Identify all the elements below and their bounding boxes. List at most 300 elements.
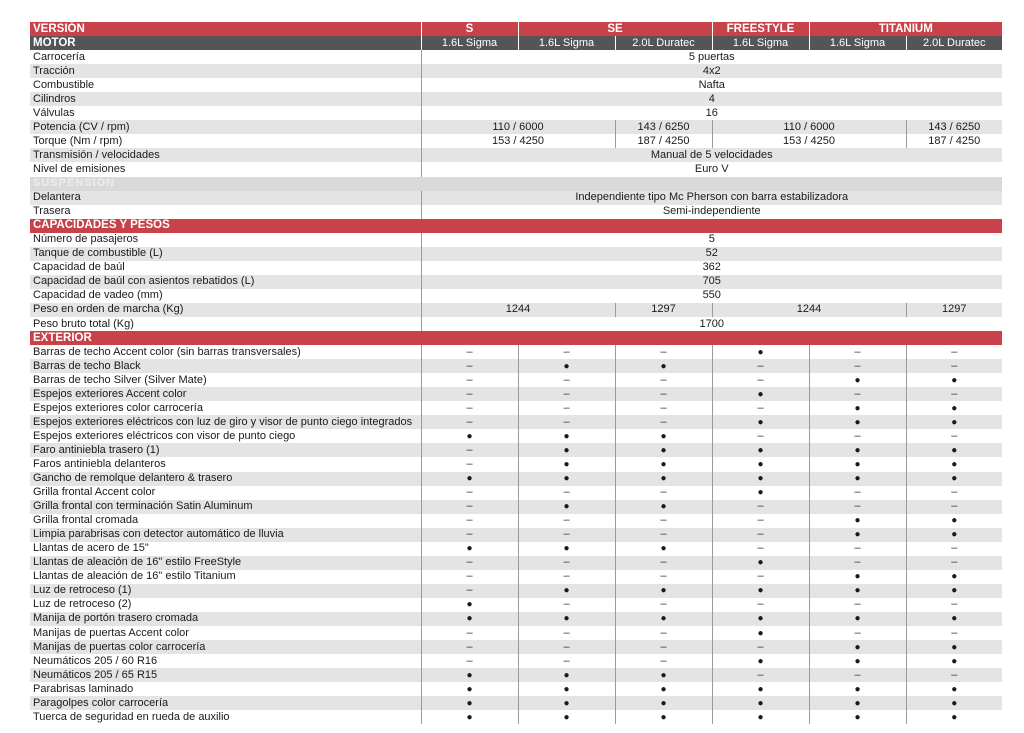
- spec-label: Luz de retroceso (1): [30, 584, 421, 598]
- feature-included-mark: ●: [809, 570, 906, 584]
- spec-value: 153 / 4250: [421, 134, 615, 148]
- feature-included-mark: ●: [518, 542, 615, 556]
- spec-row-nivel-de-emisiones: [30, 162, 1002, 176]
- group-header-freestyle: FREESTYLE: [712, 22, 809, 36]
- feature-not-included-mark: –: [809, 345, 906, 359]
- spec-label: Espejos exteriores eléctricos con luz de giro y visor de punto ciego integrados: [30, 415, 421, 429]
- feature-not-included-mark: –: [615, 598, 712, 612]
- engine-header: 1.6L Sigma: [421, 36, 518, 50]
- feature-not-included-mark: –: [421, 528, 518, 542]
- feature-included-mark: ●: [615, 668, 712, 682]
- spec-row-llantas-de-aleacion-de-16-estilo-freestyle: [30, 556, 1002, 570]
- feature-included-mark: ●: [712, 626, 809, 640]
- spec-label: Capacidad de vadeo (mm): [30, 289, 421, 303]
- feature-not-included-mark: –: [518, 415, 615, 429]
- feature-included-mark: ●: [518, 612, 615, 626]
- feature-not-included-mark: –: [712, 514, 809, 528]
- spec-label: Barras de techo Accent color (sin barras transversales): [30, 345, 421, 359]
- spec-row-capacidad-de-baul-con-asientos-rebatidos-l: [30, 275, 1002, 289]
- feature-not-included-mark: –: [906, 345, 1002, 359]
- spec-value: Independiente tipo Mc Pherson con barra estabilizadora: [421, 191, 1002, 205]
- spec-row-cilindros: [30, 92, 1002, 106]
- spec-label: Nivel de emisiones: [30, 162, 421, 176]
- spec-label: Manija de portón trasero cromada: [30, 612, 421, 626]
- feature-included-mark: ●: [518, 429, 615, 443]
- feature-included-mark: ●: [518, 457, 615, 471]
- feature-included-mark: ●: [906, 682, 1002, 696]
- feature-not-included-mark: –: [421, 415, 518, 429]
- spec-label: Transmisión / velocidades: [30, 148, 421, 162]
- feature-not-included-mark: –: [518, 556, 615, 570]
- feature-included-mark: ●: [712, 696, 809, 710]
- feature-included-mark: ●: [421, 612, 518, 626]
- feature-not-included-mark: –: [421, 584, 518, 598]
- spec-label: Grilla frontal con terminación Satin Aluminum: [30, 500, 421, 514]
- feature-not-included-mark: –: [615, 345, 712, 359]
- spec-label: Llantas de aleación de 16" estilo FreeStyle: [30, 556, 421, 570]
- feature-included-mark: ●: [712, 472, 809, 486]
- spec-row-neumaticos-205-65-r15: [30, 668, 1002, 682]
- feature-not-included-mark: –: [421, 556, 518, 570]
- spec-row-faros-antiniebla-delanteros: [30, 457, 1002, 471]
- spec-row-barras-de-techo-black: [30, 359, 1002, 373]
- spec-value: 110 / 6000: [712, 120, 906, 134]
- feature-not-included-mark: –: [518, 626, 615, 640]
- spec-row-llantas-de-acero-de-15: [30, 542, 1002, 556]
- feature-not-included-mark: –: [421, 443, 518, 457]
- feature-not-included-mark: –: [712, 401, 809, 415]
- spec-label: Torque (Nm / rpm): [30, 134, 421, 148]
- spec-value: 1700: [421, 317, 1002, 331]
- spec-label: Parabrisas laminado: [30, 682, 421, 696]
- feature-included-mark: ●: [615, 443, 712, 457]
- feature-not-included-mark: –: [615, 415, 712, 429]
- feature-included-mark: ●: [906, 443, 1002, 457]
- spec-value: Nafta: [421, 78, 1002, 92]
- feature-included-mark: ●: [809, 612, 906, 626]
- feature-not-included-mark: –: [421, 640, 518, 654]
- spec-row-capacidad-de-vadeo-mm: [30, 289, 1002, 303]
- feature-not-included-mark: –: [615, 640, 712, 654]
- spec-label: Tuerca de seguridad en rueda de auxilio: [30, 710, 421, 724]
- feature-included-mark: ●: [809, 528, 906, 542]
- spec-value: 143 / 6250: [615, 120, 712, 134]
- feature-not-included-mark: –: [421, 401, 518, 415]
- feature-not-included-mark: –: [518, 654, 615, 668]
- feature-not-included-mark: –: [421, 359, 518, 373]
- spec-label: Espejos exteriores eléctricos con visor de punto ciego: [30, 429, 421, 443]
- feature-included-mark: ●: [906, 570, 1002, 584]
- feature-included-mark: ●: [712, 612, 809, 626]
- feature-not-included-mark: –: [712, 668, 809, 682]
- feature-not-included-mark: –: [615, 387, 712, 401]
- spec-value: 5: [421, 233, 1002, 247]
- group-header-s: S: [421, 22, 518, 36]
- feature-included-mark: ●: [809, 472, 906, 486]
- feature-not-included-mark: –: [615, 486, 712, 500]
- feature-included-mark: ●: [906, 612, 1002, 626]
- feature-included-mark: ●: [906, 415, 1002, 429]
- spec-label: Gancho de remolque delantero & trasero: [30, 472, 421, 486]
- spec-row-carroceria: [30, 50, 1002, 64]
- section-title: EXTERIOR: [30, 331, 1002, 345]
- feature-not-included-mark: –: [615, 556, 712, 570]
- spec-row-paragolpes-color-carroceria: [30, 696, 1002, 710]
- feature-not-included-mark: –: [906, 500, 1002, 514]
- spec-label: Peso bruto total (Kg): [30, 317, 421, 331]
- feature-included-mark: ●: [518, 668, 615, 682]
- feature-not-included-mark: –: [518, 640, 615, 654]
- feature-included-mark: ●: [809, 373, 906, 387]
- spec-label: Barras de techo Black: [30, 359, 421, 373]
- spec-label: Limpia parabrisas con detector automático de lluvia: [30, 528, 421, 542]
- feature-not-included-mark: –: [906, 556, 1002, 570]
- feature-included-mark: ●: [518, 710, 615, 724]
- feature-included-mark: ●: [809, 457, 906, 471]
- feature-not-included-mark: –: [518, 528, 615, 542]
- feature-included-mark: ●: [615, 359, 712, 373]
- version-header-row: [30, 22, 1002, 36]
- spec-label: Válvulas: [30, 106, 421, 120]
- feature-not-included-mark: –: [518, 373, 615, 387]
- feature-not-included-mark: –: [421, 570, 518, 584]
- feature-included-mark: ●: [712, 682, 809, 696]
- spec-label: Cilindros: [30, 92, 421, 106]
- spec-value: 362: [421, 261, 1002, 275]
- feature-not-included-mark: –: [712, 570, 809, 584]
- spec-row-numero-de-pasajeros: [30, 233, 1002, 247]
- feature-not-included-mark: –: [712, 373, 809, 387]
- spec-row-delantera: [30, 191, 1002, 205]
- spec-row-luz-de-retroceso-1: [30, 584, 1002, 598]
- spec-value: 187 / 4250: [906, 134, 1002, 148]
- spec-label: Delantera: [30, 191, 421, 205]
- section-header-exterior: [30, 331, 1002, 345]
- spec-row-valvulas: [30, 106, 1002, 120]
- spec-label: Número de pasajeros: [30, 233, 421, 247]
- feature-included-mark: ●: [906, 528, 1002, 542]
- spec-row-neumaticos-205-60-r16: [30, 654, 1002, 668]
- feature-not-included-mark: –: [518, 598, 615, 612]
- spec-label: Barras de techo Silver (Silver Mate): [30, 373, 421, 387]
- feature-included-mark: ●: [421, 429, 518, 443]
- spec-label: Espejos exteriores color carrocería: [30, 401, 421, 415]
- engine-header: 1.6L Sigma: [712, 36, 809, 50]
- feature-not-included-mark: –: [712, 359, 809, 373]
- motor-header-row: [30, 36, 1002, 50]
- feature-included-mark: ●: [809, 584, 906, 598]
- feature-included-mark: ●: [712, 556, 809, 570]
- feature-included-mark: ●: [712, 443, 809, 457]
- section-header-capacidades: [30, 219, 1002, 233]
- feature-included-mark: ●: [518, 472, 615, 486]
- feature-not-included-mark: –: [421, 373, 518, 387]
- spec-row-combustible: [30, 78, 1002, 92]
- engine-header: 2.0L Duratec: [615, 36, 712, 50]
- feature-not-included-mark: –: [518, 345, 615, 359]
- spec-label: Tracción: [30, 64, 421, 78]
- spec-row-tuerca-de-seguridad-en-rueda-de-auxilio: [30, 710, 1002, 724]
- feature-not-included-mark: –: [809, 429, 906, 443]
- feature-not-included-mark: –: [906, 598, 1002, 612]
- engine-header: 2.0L Duratec: [906, 36, 1002, 50]
- spec-row-manijas-de-puertas-color-carroceria: [30, 640, 1002, 654]
- feature-included-mark: ●: [712, 584, 809, 598]
- version-label: VERSIÓN: [30, 22, 421, 36]
- spec-row-trasera: [30, 205, 1002, 219]
- spec-row-potencia-cv-rpm: [30, 120, 1002, 134]
- spec-value: 52: [421, 247, 1002, 261]
- feature-not-included-mark: –: [906, 429, 1002, 443]
- spec-value: Semi-independiente: [421, 205, 1002, 219]
- spec-label: Faro antiniebla trasero (1): [30, 443, 421, 457]
- feature-included-mark: ●: [615, 682, 712, 696]
- feature-included-mark: ●: [712, 486, 809, 500]
- feature-not-included-mark: –: [809, 359, 906, 373]
- engine-header: 1.6L Sigma: [809, 36, 906, 50]
- spec-value: 550: [421, 289, 1002, 303]
- feature-included-mark: ●: [421, 696, 518, 710]
- feature-not-included-mark: –: [421, 514, 518, 528]
- spec-row-barras-de-techo-accent-color-sin-barras-transversales: [30, 345, 1002, 359]
- spec-label: Grilla frontal Accent color: [30, 486, 421, 500]
- spec-value: 1297: [615, 303, 712, 317]
- feature-not-included-mark: –: [615, 654, 712, 668]
- spec-label: Neumáticos 205 / 60 R16: [30, 654, 421, 668]
- spec-label: Paragolpes color carrocería: [30, 696, 421, 710]
- feature-not-included-mark: –: [809, 556, 906, 570]
- spec-value: 5 puertas: [421, 50, 1002, 64]
- feature-not-included-mark: –: [712, 598, 809, 612]
- spec-value: 153 / 4250: [712, 134, 906, 148]
- feature-included-mark: ●: [518, 443, 615, 457]
- feature-included-mark: ●: [421, 472, 518, 486]
- feature-not-included-mark: –: [809, 542, 906, 556]
- group-header-titanium: TITANIUM: [809, 22, 1002, 36]
- feature-included-mark: ●: [421, 542, 518, 556]
- spec-label: Potencia (CV / rpm): [30, 120, 421, 134]
- feature-included-mark: ●: [906, 514, 1002, 528]
- spec-value: Manual de 5 velocidades: [421, 148, 1002, 162]
- feature-not-included-mark: –: [518, 514, 615, 528]
- spec-row-faro-antiniebla-trasero-1: [30, 443, 1002, 457]
- feature-included-mark: ●: [809, 710, 906, 724]
- feature-included-mark: ●: [809, 415, 906, 429]
- feature-included-mark: ●: [421, 598, 518, 612]
- spec-row-llantas-de-aleacion-de-16-estilo-titanium: [30, 570, 1002, 584]
- feature-included-mark: ●: [906, 696, 1002, 710]
- spec-label: Peso en orden de marcha (Kg): [30, 303, 421, 317]
- spec-row-espejos-exteriores-color-carroceria: [30, 401, 1002, 415]
- spec-row-parabrisas-laminado: [30, 682, 1002, 696]
- spec-row-espejos-exteriores-electricos-con-luz-de-giro-y-visor-de-punto-ciego-integrados: [30, 415, 1002, 429]
- spec-value: Euro V: [421, 162, 1002, 176]
- feature-not-included-mark: –: [518, 486, 615, 500]
- spec-value: 1244: [421, 303, 615, 317]
- feature-included-mark: ●: [615, 710, 712, 724]
- feature-not-included-mark: –: [421, 457, 518, 471]
- feature-not-included-mark: –: [809, 486, 906, 500]
- feature-included-mark: ●: [906, 457, 1002, 471]
- feature-not-included-mark: –: [906, 668, 1002, 682]
- feature-not-included-mark: –: [615, 373, 712, 387]
- feature-included-mark: ●: [615, 612, 712, 626]
- spec-label: Manijas de puertas color carrocería: [30, 640, 421, 654]
- feature-not-included-mark: –: [809, 500, 906, 514]
- feature-included-mark: ●: [809, 443, 906, 457]
- spec-row-torque-nm-rpm: [30, 134, 1002, 148]
- spec-label: Faros antiniebla delanteros: [30, 457, 421, 471]
- spec-value: 143 / 6250: [906, 120, 1002, 134]
- feature-not-included-mark: –: [712, 429, 809, 443]
- spec-value: 16: [421, 106, 1002, 120]
- spec-value: 1244: [712, 303, 906, 317]
- spec-value: 705: [421, 275, 1002, 289]
- engine-header: 1.6L Sigma: [518, 36, 615, 50]
- feature-included-mark: ●: [712, 710, 809, 724]
- feature-not-included-mark: –: [712, 542, 809, 556]
- feature-not-included-mark: –: [421, 654, 518, 668]
- feature-included-mark: ●: [615, 542, 712, 556]
- group-header-se: SE: [518, 22, 712, 36]
- feature-not-included-mark: –: [615, 528, 712, 542]
- feature-included-mark: ●: [712, 457, 809, 471]
- spec-row-grilla-frontal-accent-color: [30, 486, 1002, 500]
- feature-not-included-mark: –: [518, 387, 615, 401]
- feature-included-mark: ●: [809, 682, 906, 696]
- spec-row-grilla-frontal-con-terminacion-satin-aluminum: [30, 500, 1002, 514]
- feature-included-mark: ●: [615, 472, 712, 486]
- spec-row-luz-de-retroceso-2: [30, 598, 1002, 612]
- spec-label: Espejos exteriores Accent color: [30, 387, 421, 401]
- feature-not-included-mark: –: [615, 401, 712, 415]
- feature-not-included-mark: –: [421, 345, 518, 359]
- feature-included-mark: ●: [615, 429, 712, 443]
- spec-label: Capacidad de baúl con asientos rebatidos (L): [30, 275, 421, 289]
- feature-not-included-mark: –: [615, 514, 712, 528]
- spec-label: Llantas de acero de 15": [30, 542, 421, 556]
- feature-not-included-mark: –: [421, 626, 518, 640]
- feature-not-included-mark: –: [518, 570, 615, 584]
- spec-label: Capacidad de baúl: [30, 261, 421, 275]
- spec-row-barras-de-techo-silver-silver-mate: [30, 373, 1002, 387]
- spec-label: Luz de retroceso (2): [30, 598, 421, 612]
- feature-included-mark: ●: [906, 654, 1002, 668]
- spec-row-tanque-de-combustible-l: [30, 247, 1002, 261]
- spec-label: Grilla frontal cromada: [30, 514, 421, 528]
- spec-sheet: [30, 22, 1002, 724]
- feature-included-mark: ●: [906, 401, 1002, 415]
- spec-row-manija-de-porton-trasero-cromada: [30, 612, 1002, 626]
- feature-included-mark: ●: [615, 696, 712, 710]
- feature-not-included-mark: –: [906, 626, 1002, 640]
- spec-label: Neumáticos 205 / 65 R15: [30, 668, 421, 682]
- feature-included-mark: ●: [809, 654, 906, 668]
- feature-included-mark: ●: [421, 710, 518, 724]
- motor-label: MOTOR: [30, 36, 421, 50]
- spec-row-grilla-frontal-cromada: [30, 514, 1002, 528]
- feature-included-mark: ●: [906, 472, 1002, 486]
- spec-value: 187 / 4250: [615, 134, 712, 148]
- feature-included-mark: ●: [615, 457, 712, 471]
- spec-value: 1297: [906, 303, 1002, 317]
- feature-included-mark: ●: [421, 682, 518, 696]
- spec-label: Trasera: [30, 205, 421, 219]
- spec-row-peso-en-orden-de-marcha-kg: [30, 303, 1002, 317]
- spec-row-traccion: [30, 64, 1002, 78]
- spec-row-peso-bruto-total-kg: [30, 317, 1002, 331]
- feature-included-mark: ●: [518, 682, 615, 696]
- feature-not-included-mark: –: [615, 626, 712, 640]
- feature-included-mark: ●: [906, 710, 1002, 724]
- feature-included-mark: ●: [712, 387, 809, 401]
- feature-not-included-mark: –: [809, 668, 906, 682]
- spec-label: Llantas de aleación de 16" estilo Titanium: [30, 570, 421, 584]
- feature-included-mark: ●: [518, 696, 615, 710]
- spec-row-espejos-exteriores-electricos-con-visor-de-punto-ciego: [30, 429, 1002, 443]
- feature-not-included-mark: –: [809, 387, 906, 401]
- feature-included-mark: ●: [712, 345, 809, 359]
- feature-not-included-mark: –: [421, 486, 518, 500]
- feature-included-mark: ●: [421, 668, 518, 682]
- spec-table: [30, 22, 1002, 724]
- feature-not-included-mark: –: [906, 542, 1002, 556]
- spec-label: Tanque de combustible (L): [30, 247, 421, 261]
- feature-included-mark: ●: [712, 654, 809, 668]
- feature-not-included-mark: –: [809, 626, 906, 640]
- feature-included-mark: ●: [518, 359, 615, 373]
- spec-value: 4x2: [421, 64, 1002, 78]
- spec-value: 4: [421, 92, 1002, 106]
- feature-not-included-mark: –: [712, 528, 809, 542]
- feature-not-included-mark: –: [421, 500, 518, 514]
- feature-included-mark: ●: [615, 500, 712, 514]
- section-header-suspension: [30, 177, 1002, 191]
- feature-included-mark: ●: [906, 640, 1002, 654]
- spec-row-manijas-de-puertas-accent-color: [30, 626, 1002, 640]
- feature-included-mark: ●: [518, 584, 615, 598]
- spec-row-capacidad-de-baul: [30, 261, 1002, 275]
- feature-included-mark: ●: [906, 584, 1002, 598]
- feature-not-included-mark: –: [421, 387, 518, 401]
- spec-label: Manijas de puertas Accent color: [30, 626, 421, 640]
- feature-not-included-mark: –: [712, 500, 809, 514]
- feature-included-mark: ●: [615, 584, 712, 598]
- feature-not-included-mark: –: [518, 401, 615, 415]
- spec-row-transmision-velocidades: [30, 148, 1002, 162]
- spec-row-espejos-exteriores-accent-color: [30, 387, 1002, 401]
- feature-not-included-mark: –: [615, 570, 712, 584]
- feature-included-mark: ●: [906, 373, 1002, 387]
- spec-row-gancho-de-remolque-delantero-trasero: [30, 472, 1002, 486]
- spec-label: Carrocería: [30, 50, 421, 64]
- spec-value: 110 / 6000: [421, 120, 615, 134]
- feature-not-included-mark: –: [712, 640, 809, 654]
- feature-not-included-mark: –: [906, 486, 1002, 500]
- spec-row-limpia-parabrisas-con-detector-automatico-de-lluvia: [30, 528, 1002, 542]
- feature-included-mark: ●: [518, 500, 615, 514]
- feature-not-included-mark: –: [906, 387, 1002, 401]
- feature-included-mark: ●: [809, 640, 906, 654]
- section-title: SUSPENSIÓN: [30, 177, 1002, 191]
- section-title: CAPACIDADES Y PESOS: [30, 219, 1002, 233]
- feature-included-mark: ●: [809, 514, 906, 528]
- spec-label: Combustible: [30, 78, 421, 92]
- feature-not-included-mark: –: [809, 598, 906, 612]
- feature-included-mark: ●: [809, 696, 906, 710]
- feature-included-mark: ●: [712, 415, 809, 429]
- feature-not-included-mark: –: [906, 359, 1002, 373]
